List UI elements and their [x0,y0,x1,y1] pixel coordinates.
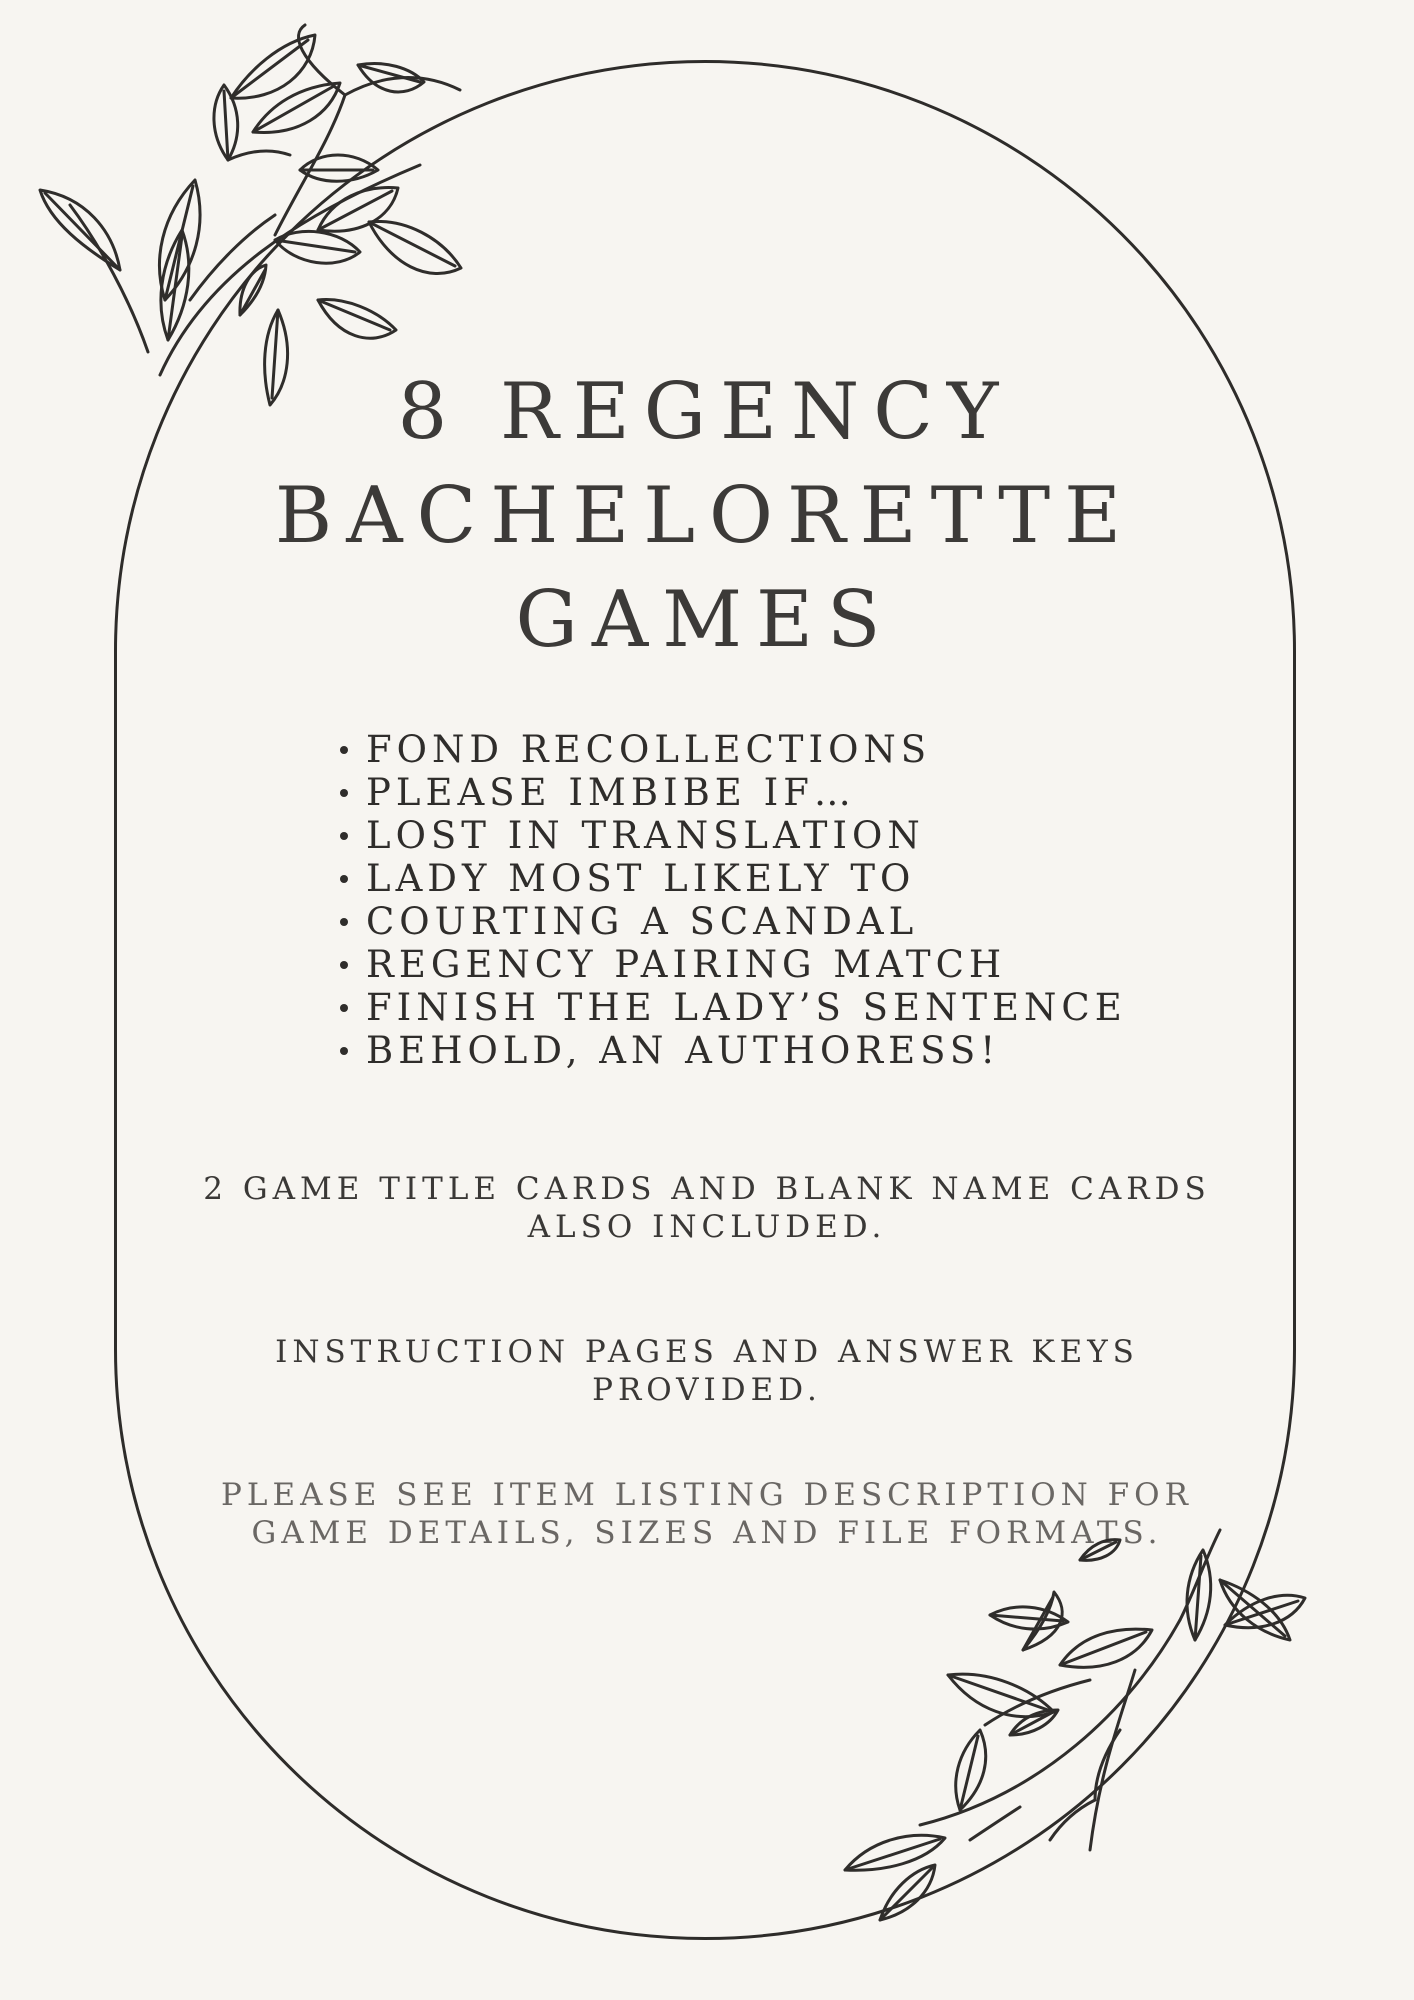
bullet-icon [340,875,348,883]
bullet-icon [340,832,348,840]
title-line-1: 8 REGENCY [397,367,1013,457]
cards-note: 2 GAME TITLE CARDS AND BLANK NAME CARDS ALSO INCLUDED. [203,1171,1211,1245]
list-item [340,814,1160,857]
listing-note: PLEASE SEE ITEM LISTING DESCRIPTION FOR GAME DETAILS, SIZES AND FILE FORMATS. [221,1477,1193,1551]
games-list [340,728,1160,1072]
game-name: FINISH THE LADY’S SENTENCE [366,986,1127,1029]
bullet-icon [340,961,348,969]
bullet-icon [340,789,348,797]
leafy-vine-icon-bottom [920,1520,1414,1920]
game-name: LOST IN TRANSLATION [366,814,925,857]
list-item [340,857,1160,900]
title-line-3: GAMES [515,575,895,665]
list-item [340,986,1160,1029]
list-item [340,900,1160,943]
list-item [340,1029,1160,1072]
list-item [340,943,1160,986]
game-name: BEHOLD, AN AUTHORESS! [366,1029,1001,1072]
bullet-icon [340,1004,348,1012]
title-line-2: BACHELORETTE [274,471,1136,561]
game-name: FOND RECOLLECTIONS [366,728,932,771]
game-name: COURTING A SCANDAL [366,900,919,943]
page-title [150,360,1260,672]
bullet-icon [340,918,348,926]
bullet-icon [340,1047,348,1055]
list-item [340,771,1160,814]
instructions-note: INSTRUCTION PAGES AND ANSWER KEYS PROVIDED. [275,1334,1139,1408]
game-name: LADY MOST LIKELY TO [366,857,916,900]
bullet-icon [340,746,348,754]
game-name: REGENCY PAIRING MATCH [366,943,1007,986]
list-item [340,728,1160,771]
game-name: PLEASE IMBIBE IF… [366,771,856,814]
